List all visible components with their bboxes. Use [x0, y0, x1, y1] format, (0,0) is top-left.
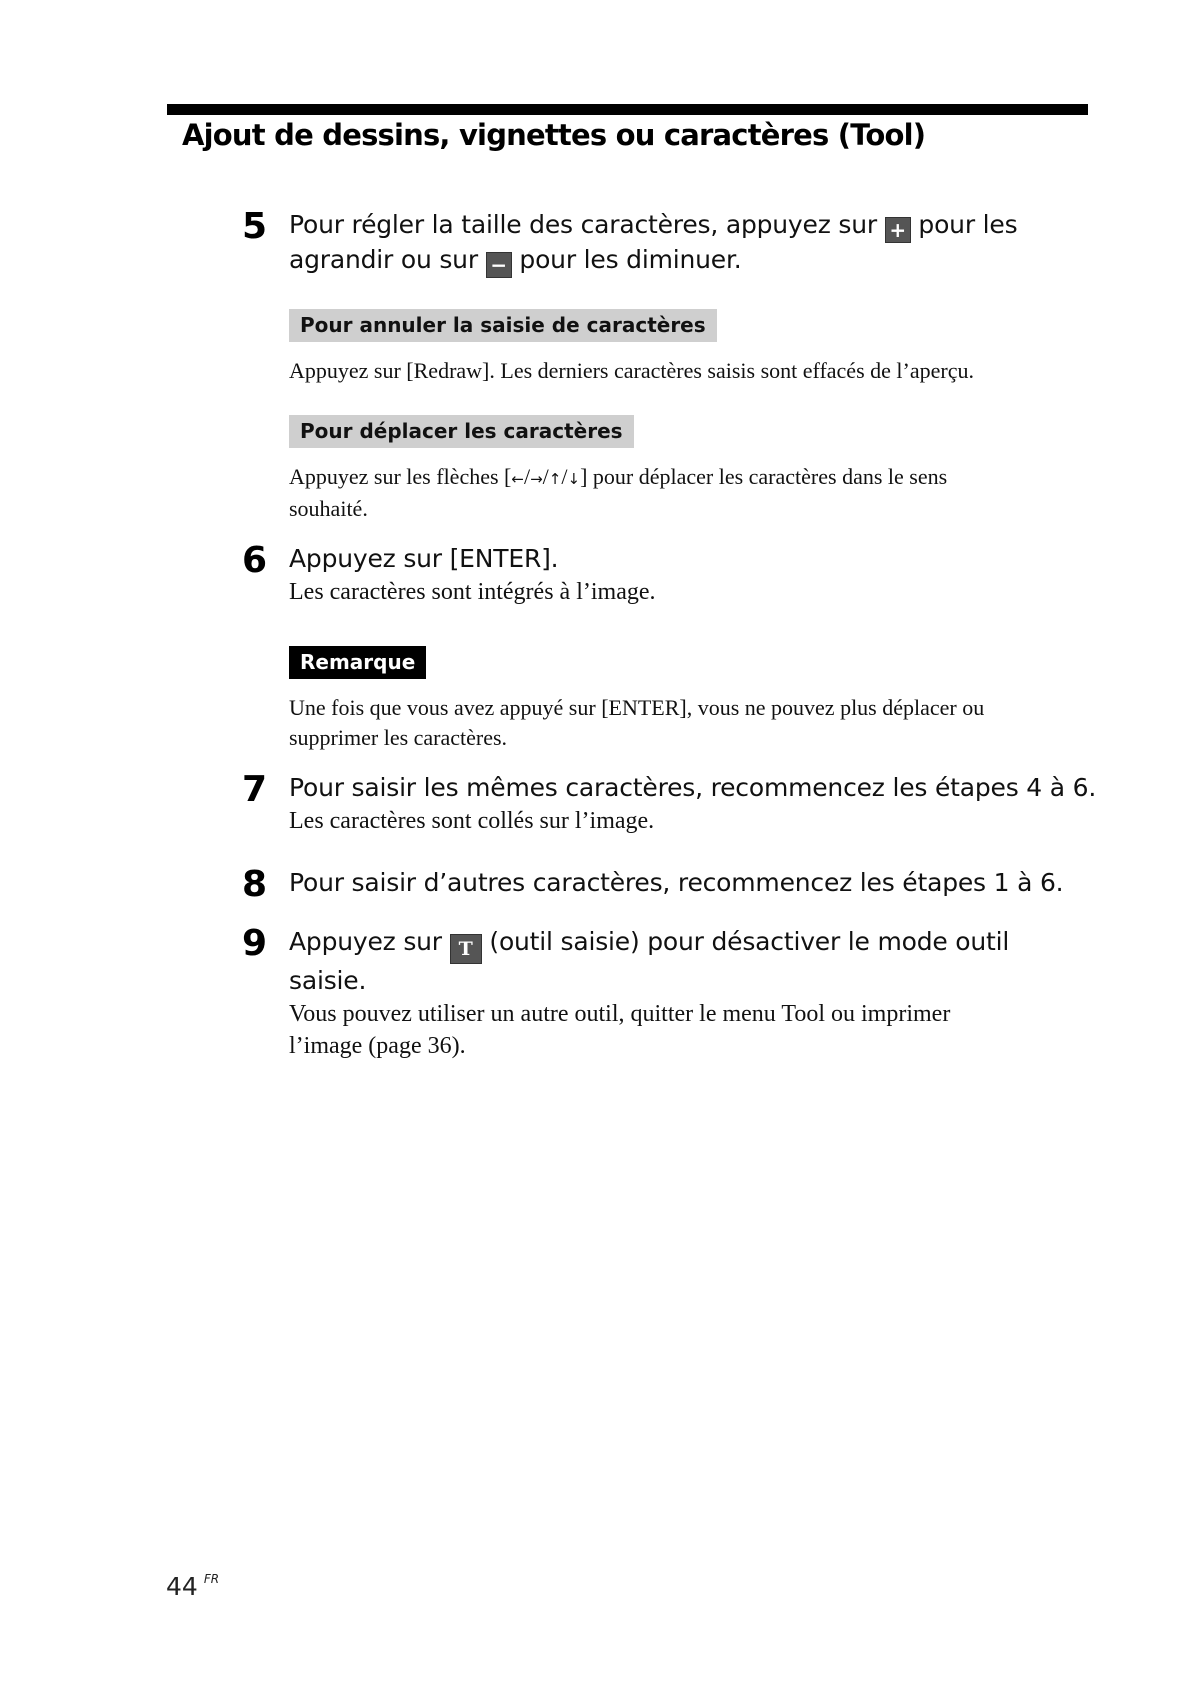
move-text: Appuyez sur les flèches [←/→/↑/↓] pour déplacer les caractères dans le sens souhaité.	[289, 464, 948, 521]
note-heading: Remarque	[289, 646, 426, 679]
step-detail: Les caractères sont intégrés à l’image.	[289, 579, 656, 605]
note-text: Une fois que vous avez appuyé sur [ENTER], vous ne pouvez plus déplacer ou supprimer les caractères.	[289, 695, 985, 750]
step-body	[289, 542, 1089, 608]
step-number: 6	[242, 540, 268, 581]
step-instruction: Appuyez sur T (outil saisie) pour désactiver le mode outil saisie.	[289, 927, 1010, 995]
step-number: 8	[242, 864, 268, 905]
cancel-text: Appuyez sur [Redraw]. Les derniers caractères saisis sont effacés de l’aperçu.	[289, 358, 974, 383]
step-body	[289, 866, 1089, 900]
arrow-up-icon: ↑	[548, 470, 562, 488]
language-code: FR	[203, 1572, 220, 1586]
step-body	[289, 771, 1097, 837]
step-detail: Vous pouvez utiliser un autre outil, quitter le menu Tool ou imprimer l’image (page 36).	[289, 1001, 951, 1059]
step-instruction: Appuyez sur [ENTER].	[289, 544, 559, 573]
arrow-left-icon: ←	[511, 470, 524, 488]
step-instruction	[289, 208, 1089, 278]
step-detail: Les caractères sont collés sur l’image.	[289, 808, 655, 834]
instruction-text: pour les	[918, 210, 1018, 239]
instruction-text: Pour régler la taille des caractères, appuyez sur	[289, 210, 877, 239]
step-instruction: Pour saisir d’autres caractères, recommencez les étapes 1 à 6.	[289, 868, 1064, 897]
arrow-down-icon: ↓	[567, 470, 581, 488]
step-number: 7	[242, 769, 268, 810]
cancel-heading: Pour annuler la saisie de caractères	[289, 309, 717, 342]
arrow-right-icon: →	[530, 470, 543, 488]
instruction-text: pour les diminuer.	[519, 245, 742, 274]
section-rule	[167, 104, 1088, 115]
minus-icon: −	[486, 252, 512, 278]
step-number: 9	[242, 923, 268, 964]
instruction-text: agrandir ou sur	[289, 245, 478, 274]
section-title: Ajout de dessins, vignettes ou caractères (Tool)	[182, 118, 926, 152]
step-body	[289, 208, 1089, 278]
text-tool-icon: T	[450, 934, 482, 964]
step-number: 5	[242, 206, 268, 247]
page-number: 44 $^{FR}$	[166, 1572, 220, 1601]
step-instruction: Pour saisir les mêmes caractères, recommencez les étapes 4 à 6.	[289, 773, 1097, 802]
plus-icon: +	[885, 217, 911, 243]
step-body	[289, 925, 1089, 1062]
move-heading: Pour déplacer les caractères	[289, 415, 634, 448]
